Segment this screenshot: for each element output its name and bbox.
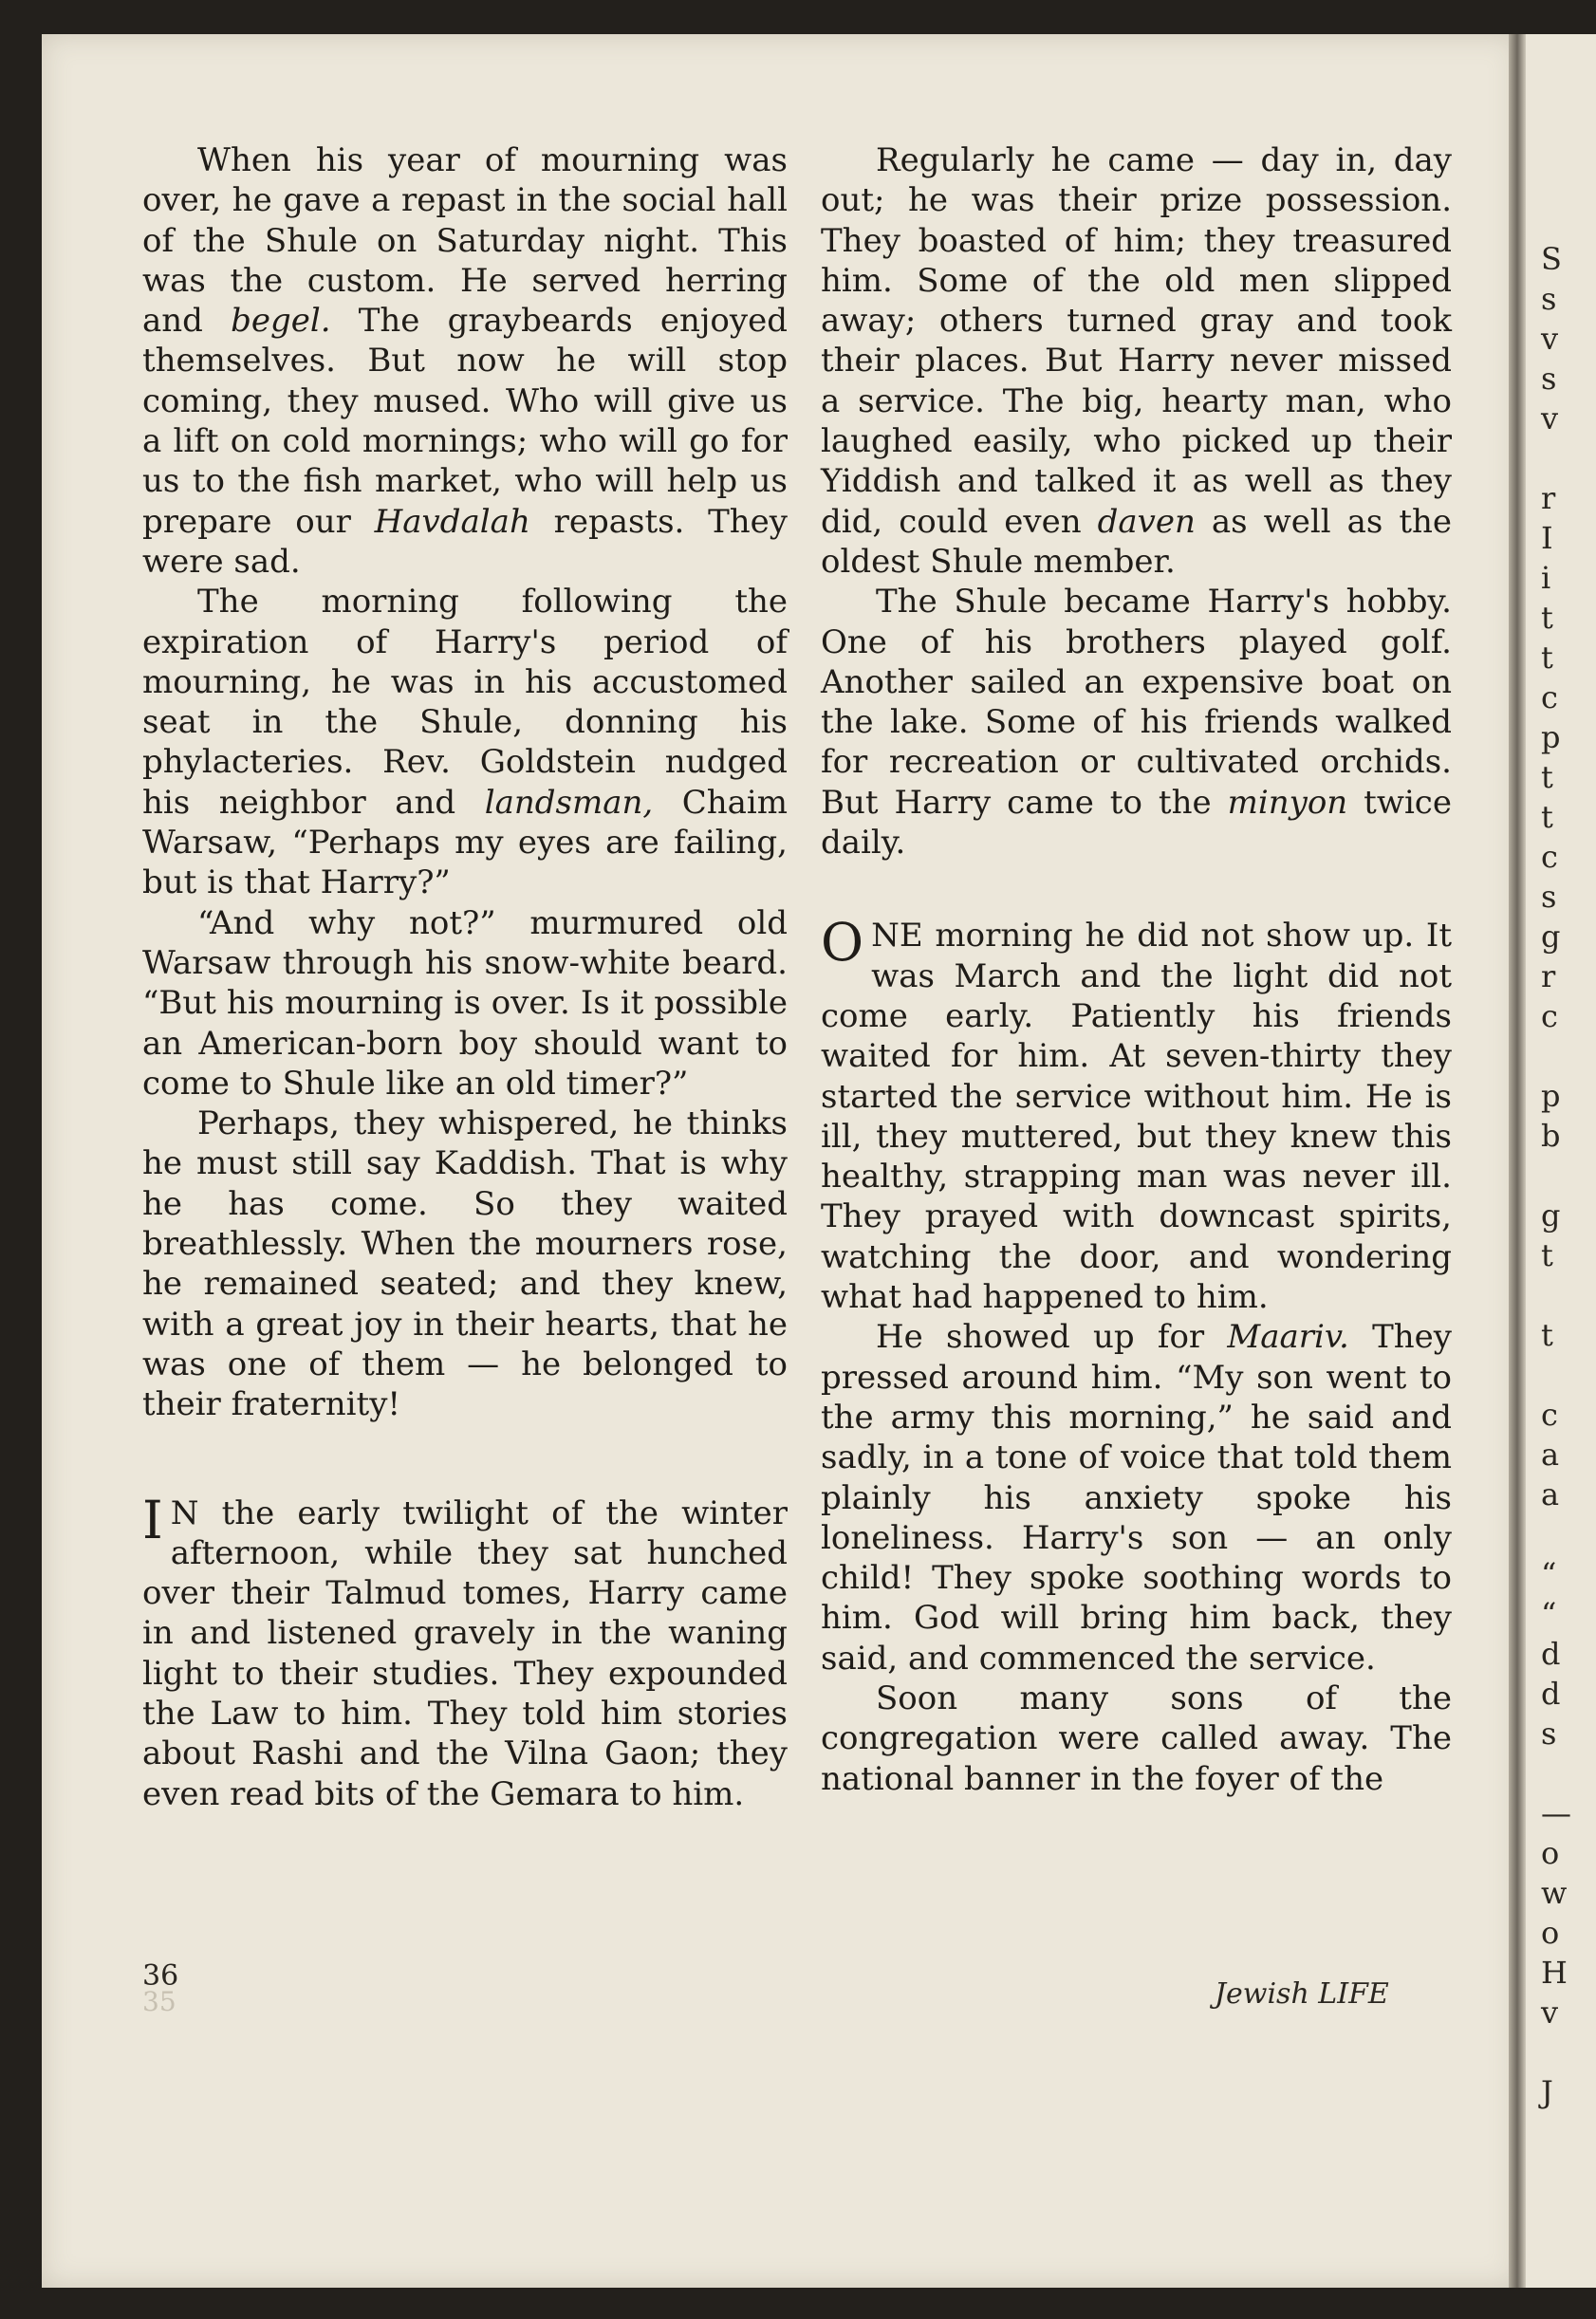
- dropcap: I: [142, 1489, 163, 1550]
- edge-fragment: c: [1541, 679, 1558, 715]
- paragraph: Soon many sons of the congregation were called away. The national banner in the foyer of the: [821, 1679, 1452, 1798]
- text: N the early twilight of the winter afternoon, while they sat hunched over their Talmud tomes, Harry came in and listened gravely in the waning light to their studies. They expounded the Law to him. They told him stories about Rashi and the Vilna Gaon; they even read bits of the Gemara to him.: [142, 1493, 788, 1813]
- edge-fragment: t: [1541, 600, 1553, 636]
- paragraph: [821, 140, 1452, 582]
- edge-fragment: i: [1541, 560, 1551, 596]
- edge-fragment: p: [1541, 719, 1561, 755]
- edge-fragment: s: [1541, 879, 1557, 915]
- left-text-column: [142, 140, 788, 1814]
- paragraph: [142, 582, 788, 902]
- text: twice daily.: [821, 783, 1452, 863]
- edge-fragment: v: [1541, 321, 1559, 357]
- paragraph: Perhaps, they whispered, he thinks he must still say Kaddish. That is why he has come. So they waited breathlessly. When the mourners rose, he remained seated; and they knew, with a great joy in their hearts, that he was one of them — he belonged to their fraternity!: [142, 1104, 788, 1424]
- edge-fragment: o: [1541, 1915, 1560, 1951]
- edge-fragment: a: [1541, 1437, 1560, 1473]
- text: repasts. They were sad.: [142, 502, 788, 581]
- paragraph: [821, 1317, 1452, 1679]
- edge-fragment: p: [1541, 1078, 1561, 1114]
- running-footer: Jewish LIFE: [1215, 1977, 1389, 2011]
- edge-fragment: I: [1541, 520, 1553, 556]
- italic-text: begel.: [231, 302, 331, 341]
- italic-text: daven: [1097, 502, 1196, 541]
- edge-fragment: d: [1541, 1636, 1561, 1672]
- dropcap: O: [821, 912, 864, 974]
- edge-fragment: —: [1541, 1795, 1571, 1831]
- italic-text: Maariv.: [1227, 1318, 1349, 1357]
- italic-text: minyon: [1227, 783, 1348, 822]
- section-break: [821, 863, 1452, 916]
- italic-text: landsman,: [484, 783, 654, 822]
- paragraph-with-dropcap: [142, 1489, 788, 1814]
- edge-fragment: t: [1541, 759, 1553, 795]
- text: NE morning he did not show up. It was March and the light did not come early. Patiently his friends waited for him. At seven-thirty they started the service without him. He is ill, they muttered, but they knew this healthy, strapping man was never ill. They prayed with downcast spirits, watching the door, and wondering what had happened to him.: [821, 917, 1452, 1317]
- edge-fragment: s: [1541, 1716, 1557, 1752]
- edge-fragment: t: [1541, 1237, 1553, 1273]
- edge-fragment: g: [1541, 1197, 1561, 1234]
- edge-fragment: H: [1541, 1955, 1568, 1991]
- paragraph: [821, 582, 1452, 863]
- edge-fragment: d: [1541, 1676, 1561, 1712]
- text: Chaim Warsaw, “Perhaps my eyes are failing, but is that Harry?”: [142, 783, 788, 902]
- edge-fragment: t: [1541, 799, 1553, 835]
- text: as well as the oldest Shule member.: [821, 502, 1452, 581]
- edge-fragment: c: [1541, 998, 1558, 1034]
- edge-fragment: J: [1541, 2074, 1553, 2110]
- bleed-through-page-number: 35: [142, 1986, 176, 2017]
- edge-fragment: o: [1541, 1835, 1560, 1871]
- edge-fragment: t: [1541, 1317, 1553, 1353]
- edge-fragment: “: [1541, 1556, 1557, 1592]
- edge-fragment: v: [1541, 1994, 1559, 2031]
- page-gutter: [1509, 34, 1526, 2288]
- edge-fragment: w: [1541, 1875, 1568, 1911]
- paragraph: “And why not?” murmured old Warsaw through his snow-white beard. “But his mourning is over. Is it possible an American-born boy should want to come to Shule like an old timer?”: [142, 903, 788, 1103]
- edge-fragment: b: [1541, 1118, 1561, 1154]
- edge-fragment: “: [1541, 1596, 1557, 1632]
- edge-fragment: c: [1541, 839, 1558, 875]
- edge-fragment: g: [1541, 918, 1561, 955]
- adjacent-page-edge: [1526, 34, 1596, 2288]
- edge-fragment: v: [1541, 400, 1559, 436]
- paragraph-with-dropcap: [821, 912, 1452, 1317]
- right-text-column: [821, 140, 1452, 1799]
- text: The graybeards enjoyed themselves. But now he will stop coming, they mused. Who will give us a lift on cold mornings; who will go for us to the fish market, who will help us prepare our: [142, 302, 788, 541]
- edge-fragment: a: [1541, 1476, 1560, 1512]
- edge-fragment: s: [1541, 361, 1557, 397]
- text: When his year of mourning was over, he gave a repast in the social hall of the Shule on Saturday night. This was the custom. He served herring and: [142, 141, 788, 341]
- text: They pressed around him. “My son went to the army this morning,” he said and sadly, in a tone of voice that told them plainly his anxiety spoke his loneliness. Harry's son — an only child! They spoke soothing words to him. God will bring him back, they said, and commenced the service.: [821, 1318, 1452, 1678]
- edge-fragment: S: [1541, 241, 1562, 277]
- text: He showed up for: [876, 1318, 1228, 1357]
- page-number: 36: [142, 1959, 179, 1993]
- edge-fragment: c: [1541, 1397, 1558, 1433]
- text: The Shule became Harry's hobby. One of his brothers played golf. Another sailed an expensive boat on the lake. Some of his friends walked for recreation or cultivated orchids. But Harry came to the: [821, 583, 1452, 822]
- italic-text: Havdalah: [374, 502, 530, 541]
- edge-fragment: t: [1541, 640, 1553, 676]
- edge-fragment: s: [1541, 281, 1557, 317]
- edge-fragment: r: [1541, 958, 1556, 994]
- paragraph: [142, 140, 788, 582]
- edge-fragment: r: [1541, 480, 1556, 516]
- text: The morning following the expiration of Harry's period of mourning, he was in his accustomed seat in the Shule, donning his phylacteries. Rev. Goldstein nudged his neighbor and: [142, 583, 788, 822]
- text: Regularly he came — day in, day out; he was their prize possession. They boasted of him; they treasured him. Some of the old men slipped away; others turned gray and took their places. But Harry never missed a service. The big, hearty man, who laughed easily, who picked up their Yiddish and talked it as well as they did, could even: [821, 141, 1452, 541]
- section-break: [142, 1425, 788, 1493]
